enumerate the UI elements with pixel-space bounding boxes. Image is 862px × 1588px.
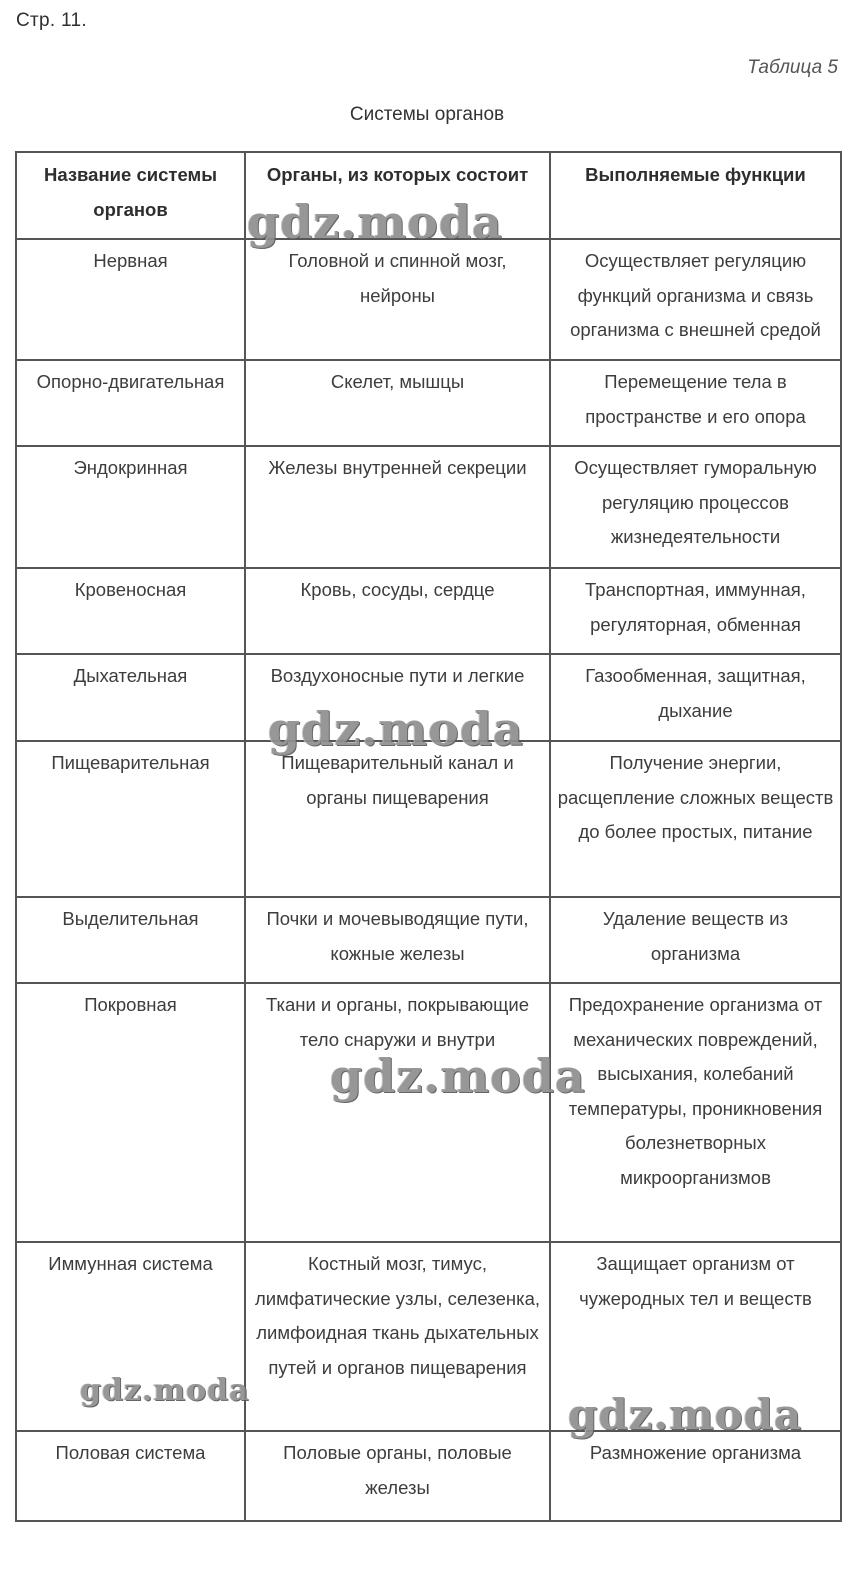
cell-organs: Пищеварительный канал и органы пищеварения — [245, 741, 550, 897]
table-row — [16, 1431, 841, 1521]
table-title: Системы органов — [349, 104, 505, 125]
cell-system: Кровеносная — [16, 568, 245, 654]
page-reference: Стр. 11. — [16, 10, 87, 31]
table-number: Таблица 5 — [747, 57, 838, 78]
cell-system: Иммунная система — [16, 1242, 245, 1431]
cell-functions: Осуществляет регуляцию функций организма и связь организма с внешней средой — [550, 239, 841, 360]
header-organs: Органы, из которых состоит — [245, 152, 550, 239]
table-row — [16, 446, 841, 568]
cell-organs: Железы внутренней секреции — [245, 446, 550, 568]
cell-system: Опорно-двигательная — [16, 360, 245, 446]
watermark: gdz.moda — [247, 195, 503, 249]
cell-system: Покровная — [16, 983, 245, 1242]
cell-functions: Транспортная, иммунная, регуляторная, обменная — [550, 568, 841, 654]
table-row — [16, 897, 841, 983]
organ-systems-table — [15, 151, 842, 1522]
cell-organs: Воздухоносные пути и легкие — [245, 654, 550, 741]
cell-system: Нервная — [16, 239, 245, 360]
cell-functions: Осуществляет гуморальную регуляцию процессов жизнедеятельности — [550, 446, 841, 568]
cell-functions: Защищает организм от чужеродных тел и веществ — [550, 1242, 841, 1431]
cell-system: Дыхательная — [16, 654, 245, 741]
cell-functions: Перемещение тела в пространстве и его опора — [550, 360, 841, 446]
cell-system: Пищеварительная — [16, 741, 245, 897]
cell-functions: Размножение организма — [550, 1431, 841, 1521]
table-row — [16, 741, 841, 897]
cell-functions: Предохранение организма от механических повреждений, высыхания, колебаний температуры, проникновения болезнетворных микроорганизмов — [550, 983, 841, 1242]
cell-system: Эндокринная — [16, 446, 245, 568]
watermark: gdz.moda — [330, 1049, 586, 1103]
watermark: gdz.moda — [568, 1390, 803, 1439]
cell-system: Половая система — [16, 1431, 245, 1521]
cell-functions: Получение энергии, расщепление сложных веществ до более простых, питание — [550, 741, 841, 897]
cell-functions: Удаление веществ из организма — [550, 897, 841, 983]
header-system-name: Название системы органов — [16, 152, 245, 239]
table-row — [16, 568, 841, 654]
watermark: gdz.moda — [268, 702, 524, 756]
cell-organs: Скелет, мышцы — [245, 360, 550, 446]
table-row — [16, 239, 841, 360]
cell-organs: Половые органы, половые железы — [245, 1431, 550, 1521]
cell-organs: Головной и спинной мозг, нейроны — [245, 239, 550, 360]
cell-organs: Ткани и органы, покрывающие тело снаружи и внутри — [245, 983, 550, 1242]
cell-functions: Газообменная, защитная, дыхание — [550, 654, 841, 741]
table-row — [16, 983, 841, 1242]
header-functions: Выполняемые функции — [550, 152, 841, 239]
cell-organs: Костный мозг, тимус, лимфатические узлы, селезенка, лимфоидная ткань дыхательных путей и органов пищеварения — [245, 1242, 550, 1431]
cell-organs: Кровь, сосуды, сердце — [245, 568, 550, 654]
cell-organs: Почки и мочевыводящие пути, кожные железы — [245, 897, 550, 983]
watermark: gdz.moda — [80, 1373, 250, 1408]
table-row — [16, 360, 841, 446]
cell-system: Выделительная — [16, 897, 245, 983]
